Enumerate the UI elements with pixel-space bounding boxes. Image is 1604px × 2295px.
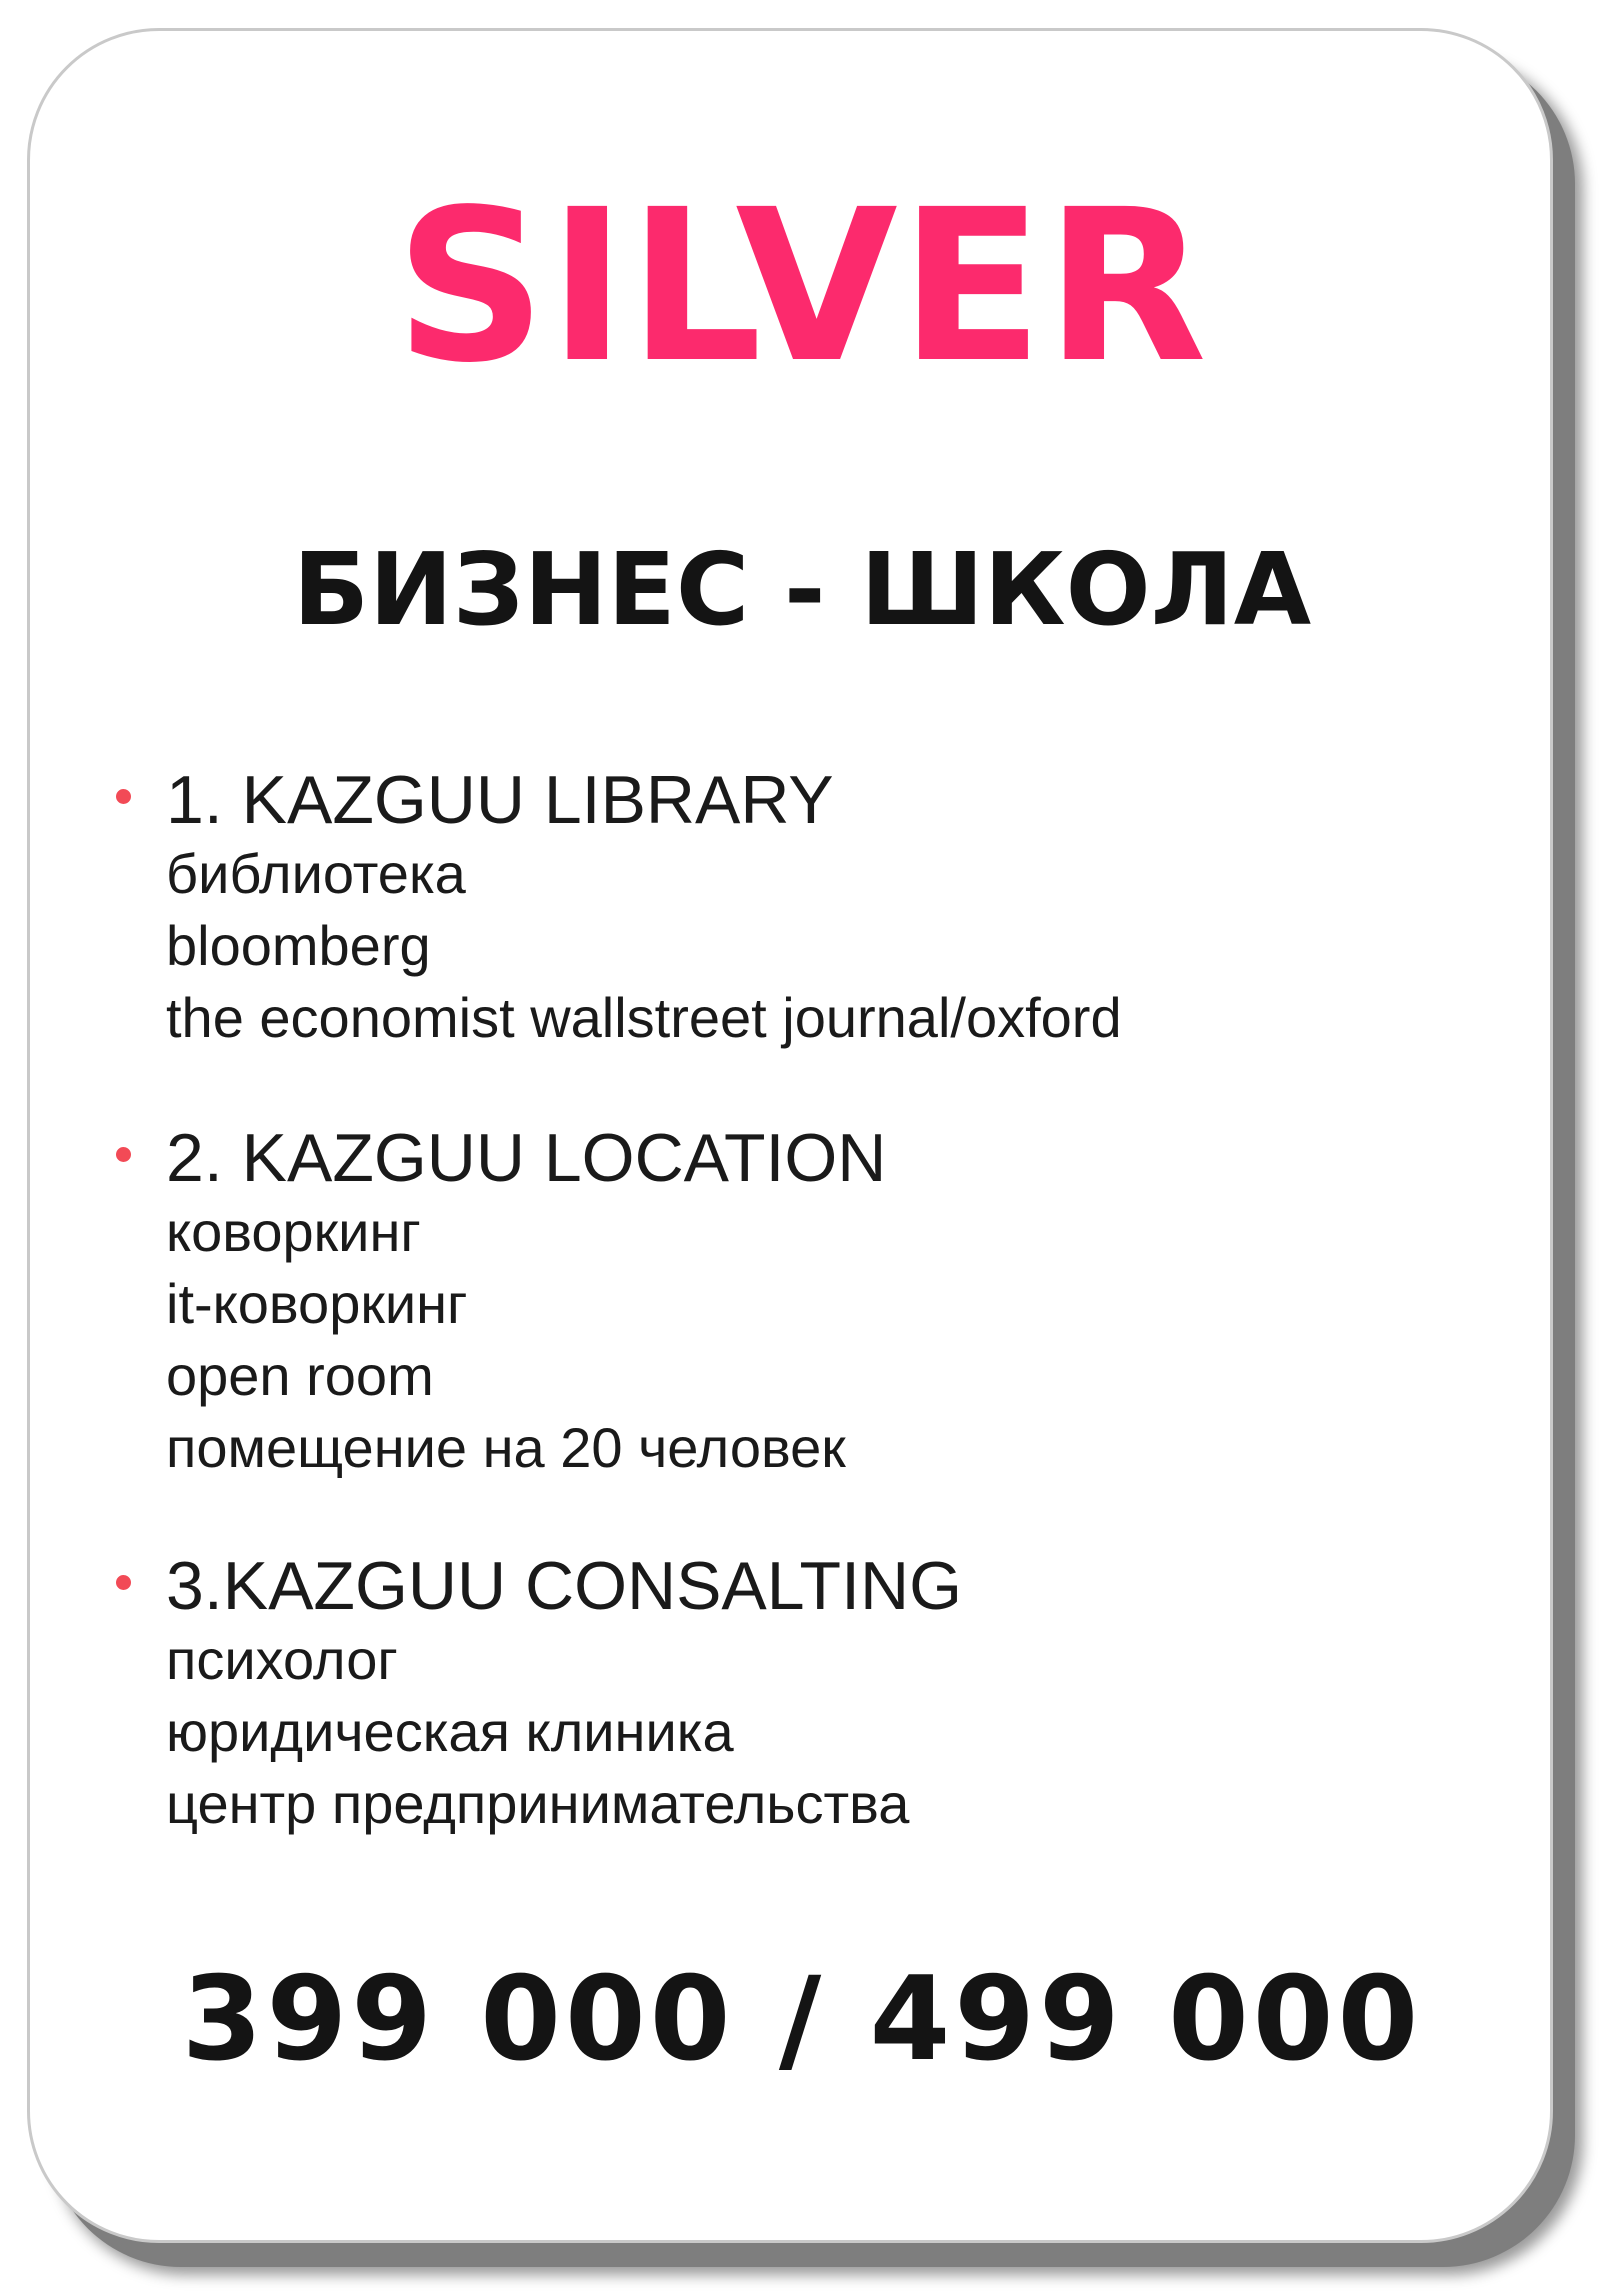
list-item: it-коворкинг bbox=[166, 1272, 468, 1335]
feature-section-location bbox=[166, 1120, 1466, 1484]
list-item: библиотека bbox=[166, 842, 466, 905]
section-heading bbox=[166, 762, 1466, 838]
price-text: 399 000 / 499 000 bbox=[181, 1952, 1423, 2087]
plan-title: SILVER bbox=[395, 164, 1209, 409]
list-item: помещение на 20 человек bbox=[166, 1416, 846, 1479]
list-item: open room bbox=[166, 1344, 434, 1407]
list-item: коворкинг bbox=[166, 1200, 421, 1263]
list-item: the economist wallstreet journal/oxford bbox=[166, 986, 1122, 1049]
feature-section-library bbox=[166, 762, 1466, 1054]
list-item: психолог bbox=[166, 1628, 398, 1691]
plan-subtitle: БИЗНЕС - ШКОЛА bbox=[292, 531, 1312, 648]
feature-list bbox=[166, 1196, 1466, 1484]
feature-list bbox=[166, 838, 1466, 1054]
section-heading-text: 2. KAZGUU LOCATION bbox=[166, 1120, 887, 1196]
bullet-dot-icon bbox=[116, 1147, 131, 1162]
list-item: юридическая клиника bbox=[166, 1700, 734, 1763]
feature-section-consalting bbox=[166, 1548, 1466, 1840]
section-heading bbox=[166, 1548, 1466, 1624]
feature-list bbox=[166, 1624, 1466, 1840]
bullet-dot-icon bbox=[116, 789, 131, 804]
section-heading-text: 1. KAZGUU LIBRARY bbox=[166, 762, 834, 838]
section-heading-text: 3.KAZGUU CONSALTING bbox=[166, 1548, 962, 1624]
list-item: bloomberg bbox=[166, 914, 431, 977]
bullet-dot-icon bbox=[116, 1575, 131, 1590]
section-heading bbox=[166, 1120, 1466, 1196]
list-item: центр предпринимательства bbox=[166, 1772, 910, 1835]
